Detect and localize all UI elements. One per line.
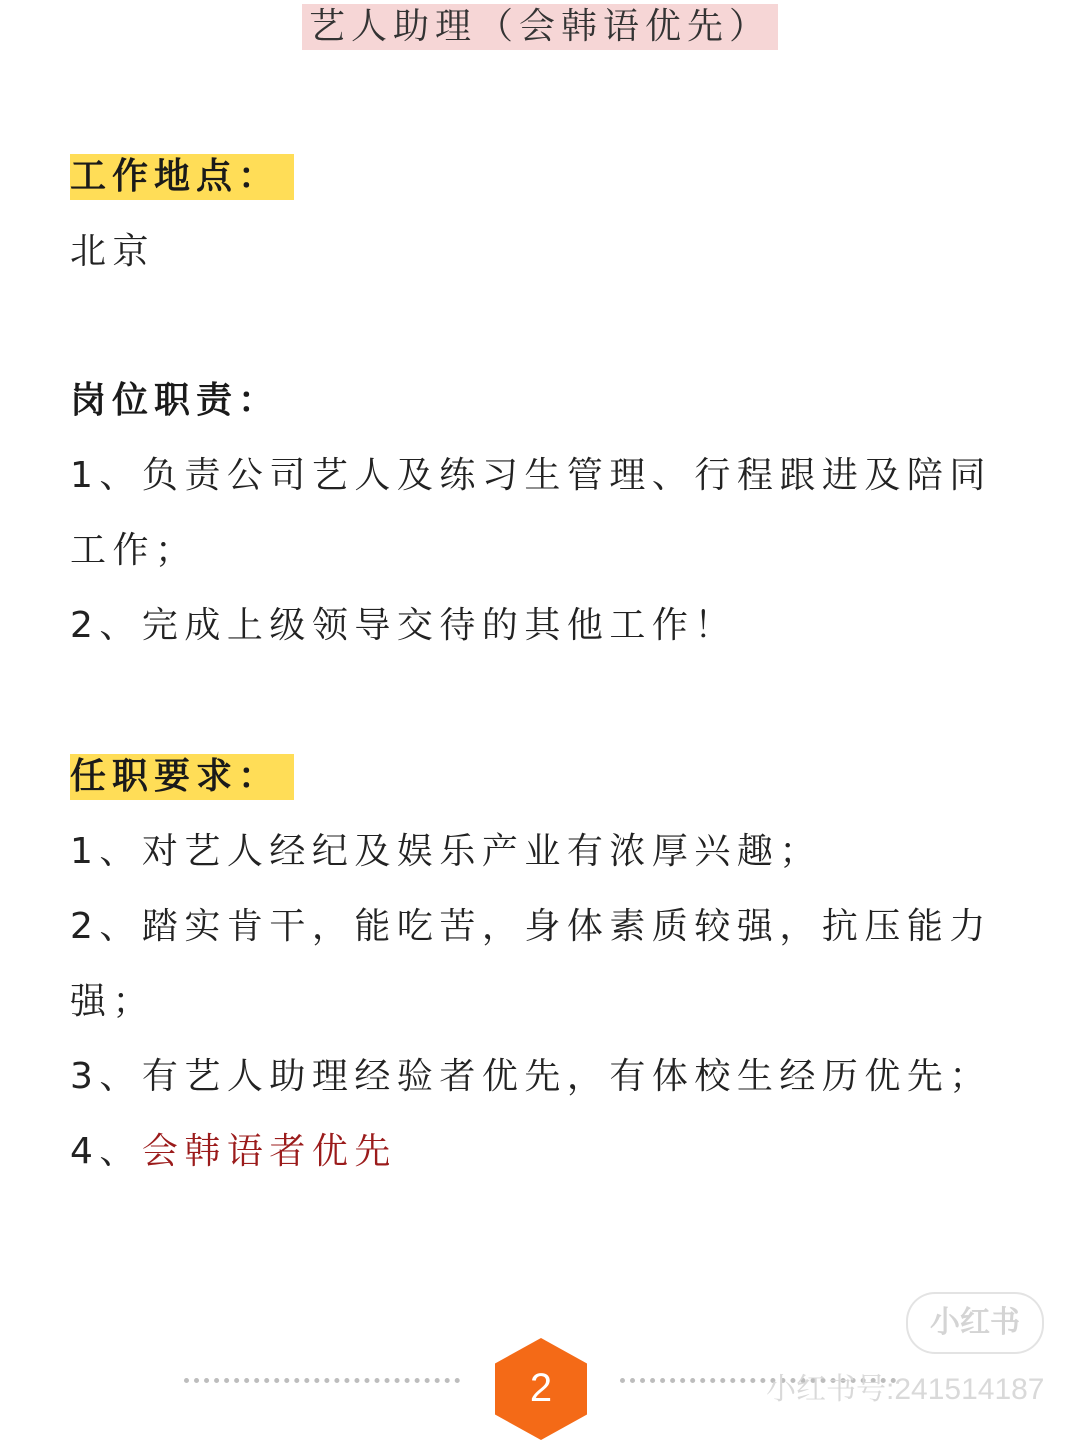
duties-heading: 岗位职责： (70, 380, 281, 421)
requirement-number: 4、 (70, 1131, 142, 1172)
watermark-id: 小红书号:241514187 (766, 1373, 1045, 1406)
duty-line: 工作； (70, 530, 198, 571)
requirement-line: 3、有艺人助理经验者优先，有体校生经历优先； (70, 1056, 992, 1097)
requirements-heading: 任职要求： (70, 754, 294, 800)
requirement-line: 强； (70, 981, 156, 1022)
duty-line: 1、负责公司艺人及练习生管理、行程跟进及陪同 (70, 455, 992, 496)
page-title: 艺人助理（会韩语优先） (302, 4, 778, 50)
requirement-line: 1、对艺人经纪及娱乐产业有浓厚兴趣； (70, 831, 822, 872)
location-heading: 工作地点： (70, 154, 294, 200)
korean-preferred-text: 会韩语者优先 (141, 1131, 397, 1172)
page-number: 2 (529, 1366, 553, 1410)
duty-line: 2、完成上级领导交待的其他工作！ (70, 605, 737, 646)
location-value: 北京 (70, 231, 156, 272)
requirement-line: 2、踏实肯干，能吃苦，身体素质较强，抗压能力 (70, 906, 992, 947)
watermark-logo: 小红书 (906, 1292, 1044, 1354)
left-dotted-divider (184, 1378, 460, 1383)
requirement-line-korean (70, 1129, 397, 1175)
